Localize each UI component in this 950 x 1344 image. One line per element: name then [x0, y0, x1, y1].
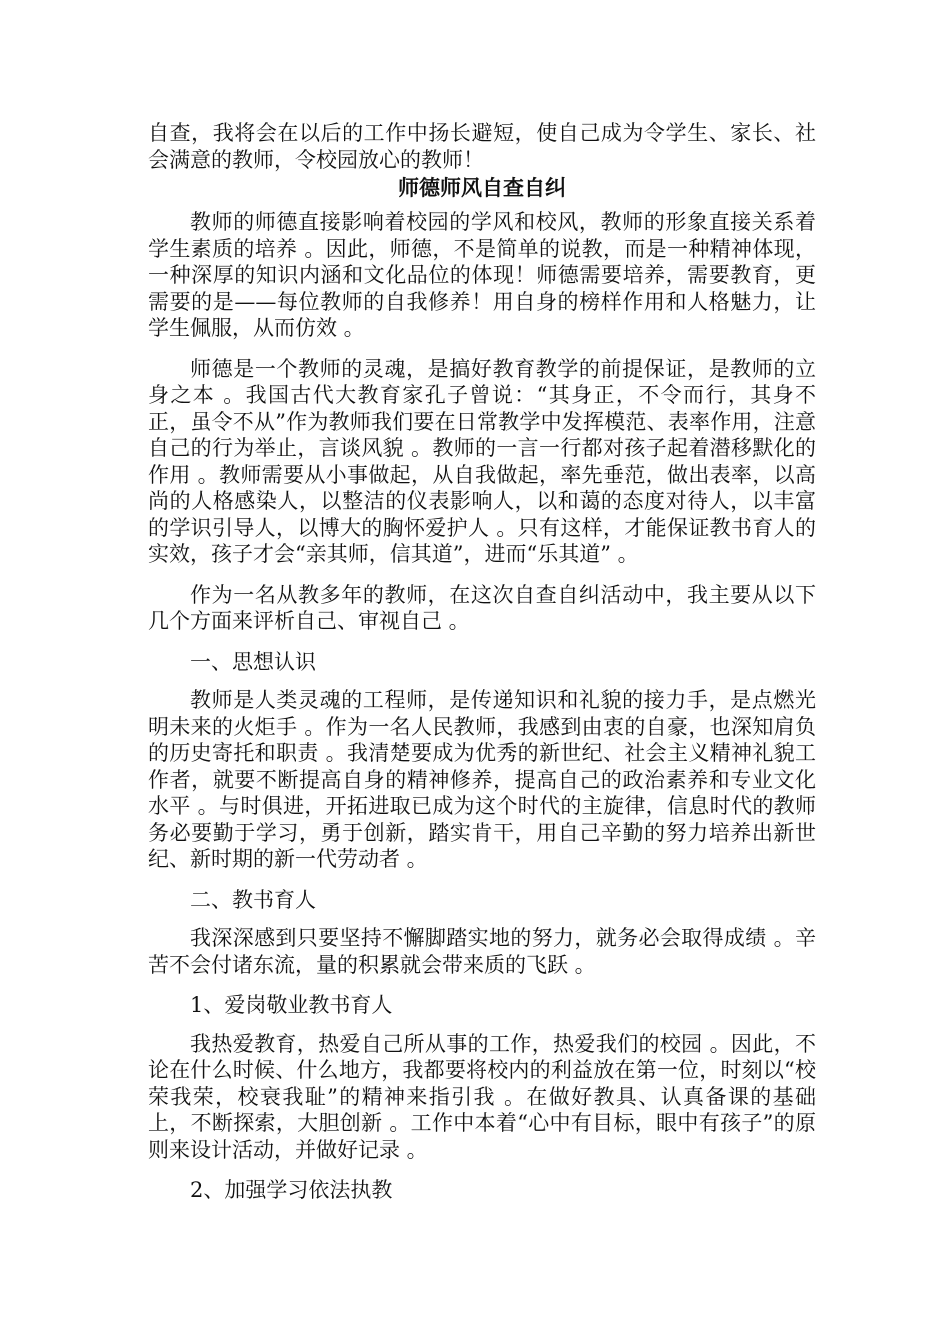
section-2-body: 我深深感到只要坚持不懈脚踏实地的努力，就务必会取得成绩 。辛苦不会付诸东流，量的积累就会带来质的飞跃 。 [148, 926, 816, 977]
document-title: 师德师风自查自纠 [398, 175, 566, 200]
section-1-body: 教师是人类灵魂的工程师，是传递知识和礼貌的接力手，是点燃光明未来的火炬手 。作为一名人民教师，我感到由衷的自豪，也深知肩负的历史寄托和职责 。我清楚要成为优秀的新世纪、社会主义精神礼貌工作者，就要不断提高自身的精神修养，提高自己的政治素养和专业文化水平 。与时俱进，开拓进取已成为这个时代的主旋律，信息时代的教师务必要勤于学习，勇于创新，踏实肯干，用自己辛勤的努力培养出新世纪、新时期的新一代劳动者 。 [148, 688, 816, 871]
subsection-heading-2: 2、加强学习依法执教 [190, 1178, 393, 1202]
body-paragraph-3: 作为一名从教多年的教师，在这次自查自纠活动中，我主要从以下几个方面来评析自己、审视自己 。 [148, 582, 816, 633]
intro-paragraph: 自查，我将会在以后的工作中扬长避短，使自己成为令学生、家长、社会满意的教师，令校园放心的教师！ [148, 121, 816, 172]
body-paragraph-1: 教师的师德直接影响着校园的学风和校风，教师的形象直接关系着学生素质的培养 。因此，师德，不是简单的说教，而是一种精神体现，一种深厚的知识内涵和文化品位的体现！师德需要培养，需要教育，更需要的是——每位教师的自我修养！用自身的榜样作用和人格魅力，让学生佩服，从而仿效 。 [148, 210, 816, 340]
section-heading-2: 二、教书育人 [190, 887, 316, 912]
subsection-1-body: 我热爱教育，热爱自己所从事的工作，热爱我们的校园 。因此，不论在什么时候、什么地方，我都要将校内的利益放在第一位，时刻以“校荣我荣，校衰我耻”的精神来指引我 。在做好教具、认真备课的基础上，不断探索，大胆创新 。工作中本着“心中有目标，眼中有孩子”的原则来设计活动，并做好记录 。 [148, 1031, 816, 1162]
subsection-heading-1: 1、爱岗敬业教书育人 [190, 993, 393, 1017]
document-page [148, 120, 816, 1204]
section-heading-1: 一、思想认识 [190, 649, 316, 674]
body-paragraph-2: 师德是一个教师的灵魂，是搞好教育教学的前提保证，是教师的立身之本 。我国古代大教育家孔子曾说：“其身正，不令而行，其身不正，虽令不从”作为教师我们要在日常教学中发挥模范、表率作用，注意自己的行为举止，言谈风貌 。教师的一言一行都对孩子起着潜移默化的作用 。教师需要从小事做起，从自我做起，率先垂范，做出表率，以高尚的人格感染人，以整洁的仪表影响人，以和蔼的态度对待人，以丰富的学识引导人，以博大的胸怀爱护人 。只有这样，才能保证教书育人的实效，孩子才会“亲其师，信其道”，进而“乐其道” 。 [148, 356, 816, 566]
